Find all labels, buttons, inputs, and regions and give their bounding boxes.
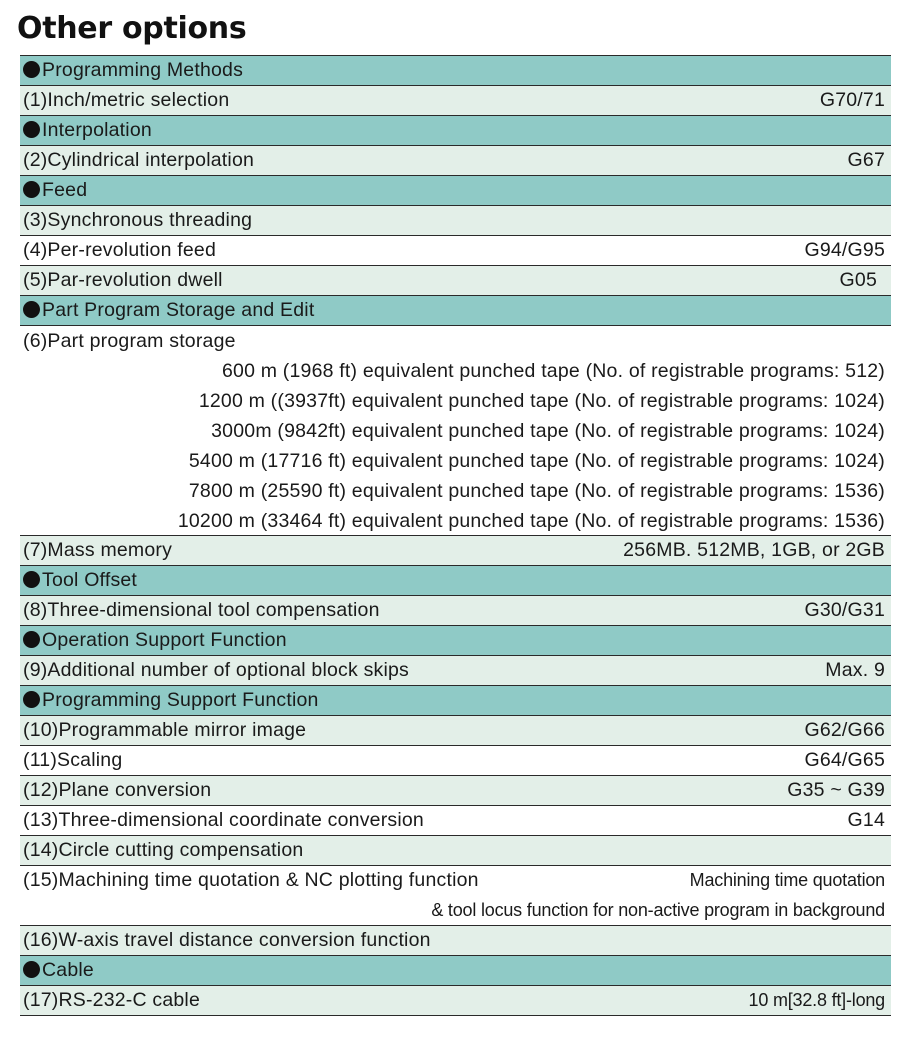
option-row-4 (20, 236, 891, 266)
option-row-11 (20, 746, 891, 776)
option-row-8 (20, 596, 891, 626)
section-cable (20, 956, 891, 986)
option-label: (7)Mass memory (23, 539, 173, 561)
bullet-icon (23, 301, 40, 318)
option-row-14 (20, 836, 891, 866)
option-row-17 (20, 986, 891, 1016)
option-value: G64/G65 (804, 749, 885, 771)
section-programming-support (20, 686, 891, 716)
option-row-6 (20, 326, 891, 536)
option-label: (14)Circle cutting compensation (23, 839, 304, 861)
option-value: G94/G95 (804, 239, 885, 261)
option-value: Machining time quotation (689, 870, 885, 890)
bullet-icon (23, 691, 40, 708)
storage-line: 10200 m (33464 ft) equivalent punched tape (No. of registrable programs: 1536) (177, 510, 885, 532)
option-label: (15)Machining time quotation & NC plotting function (23, 869, 479, 891)
storage-line: 600 m (1968 ft) equivalent punched tape (No. of registrable programs: 512) (221, 360, 885, 382)
section-label: Programming Methods (42, 59, 244, 81)
option-row-7 (20, 536, 891, 566)
section-label: Part Program Storage and Edit (42, 299, 315, 321)
option-row-1 (20, 86, 891, 116)
option-row-3 (20, 206, 891, 236)
option-label: (1)Inch/metric selection (23, 89, 230, 111)
option-value: G67 (847, 149, 885, 171)
options-table (20, 55, 891, 1016)
option-value: G05 (839, 269, 877, 291)
section-label: Interpolation (42, 119, 152, 141)
option-label: (16)W-axis travel distance conversion function (23, 929, 431, 951)
section-label: Tool Offset (42, 569, 138, 591)
section-feed (20, 176, 891, 206)
option-value: G70/71 (819, 89, 885, 111)
option-row-16 (20, 926, 891, 956)
option-label: (2)Cylindrical interpolation (23, 149, 255, 171)
storage-line: 5400 m (17716 ft) equivalent punched tape (No. of registrable programs: 1024) (188, 450, 885, 472)
option-value: G14 (847, 809, 885, 831)
option-value: G62/G66 (804, 719, 885, 741)
section-interpolation (20, 116, 891, 146)
option-label: (11)Scaling (23, 749, 123, 771)
option-value-continued: & tool locus function for non-active program in background (431, 900, 885, 920)
option-value: 256MB. 512MB, 1GB, or 2GB (623, 539, 885, 561)
section-part-program (20, 296, 891, 326)
option-label: (12)Plane conversion (23, 779, 212, 801)
option-label: (5)Par-revolution dwell (23, 269, 223, 291)
option-row-10 (20, 716, 891, 746)
bullet-icon (23, 571, 40, 588)
option-label: (9)Additional number of optional block skips (23, 659, 410, 681)
option-label: (13)Three-dimensional coordinate conversion (23, 809, 424, 831)
option-row-9 (20, 656, 891, 686)
option-value: G35 ~ G39 (787, 779, 885, 801)
storage-line: 1200 m ((3937ft) equivalent punched tape (No. of registrable programs: 1024) (198, 390, 885, 412)
option-row-15 (20, 866, 891, 926)
option-value: Max. 9 (825, 659, 885, 681)
option-label: (10)Programmable mirror image (23, 719, 307, 741)
section-label: Cable (42, 959, 94, 981)
option-row-5 (20, 266, 891, 296)
option-value: G30/G31 (804, 599, 885, 621)
option-label: (8)Three-dimensional tool compensation (23, 599, 380, 621)
bullet-icon (23, 121, 40, 138)
bullet-icon (23, 181, 40, 198)
option-row-12 (20, 776, 891, 806)
storage-line: 7800 m (25590 ft) equivalent punched tape (No. of registrable programs: 1536) (188, 480, 885, 502)
bullet-icon (23, 961, 40, 978)
storage-line: 3000m (9842ft) equivalent punched tape (No. of registrable programs: 1024) (211, 420, 885, 442)
section-tool-offset (20, 566, 891, 596)
page-title: Other options (17, 11, 247, 46)
option-row-2 (20, 146, 891, 176)
section-label: Operation Support Function (42, 629, 287, 651)
option-value: 10 m[32.8 ft]-long (748, 990, 885, 1010)
section-operation-support (20, 626, 891, 656)
section-label: Programming Support Function (42, 689, 319, 711)
option-label: (4)Per-revolution feed (23, 239, 216, 261)
option-row-13 (20, 806, 891, 836)
bullet-icon (23, 631, 40, 648)
section-label: Feed (42, 179, 88, 201)
option-label: (3)Synchronous threading (23, 209, 253, 231)
option-label: (6)Part program storage (23, 330, 236, 352)
bullet-icon (23, 61, 40, 78)
section-programming-methods (20, 56, 891, 86)
option-label: (17)RS-232-C cable (23, 989, 201, 1011)
